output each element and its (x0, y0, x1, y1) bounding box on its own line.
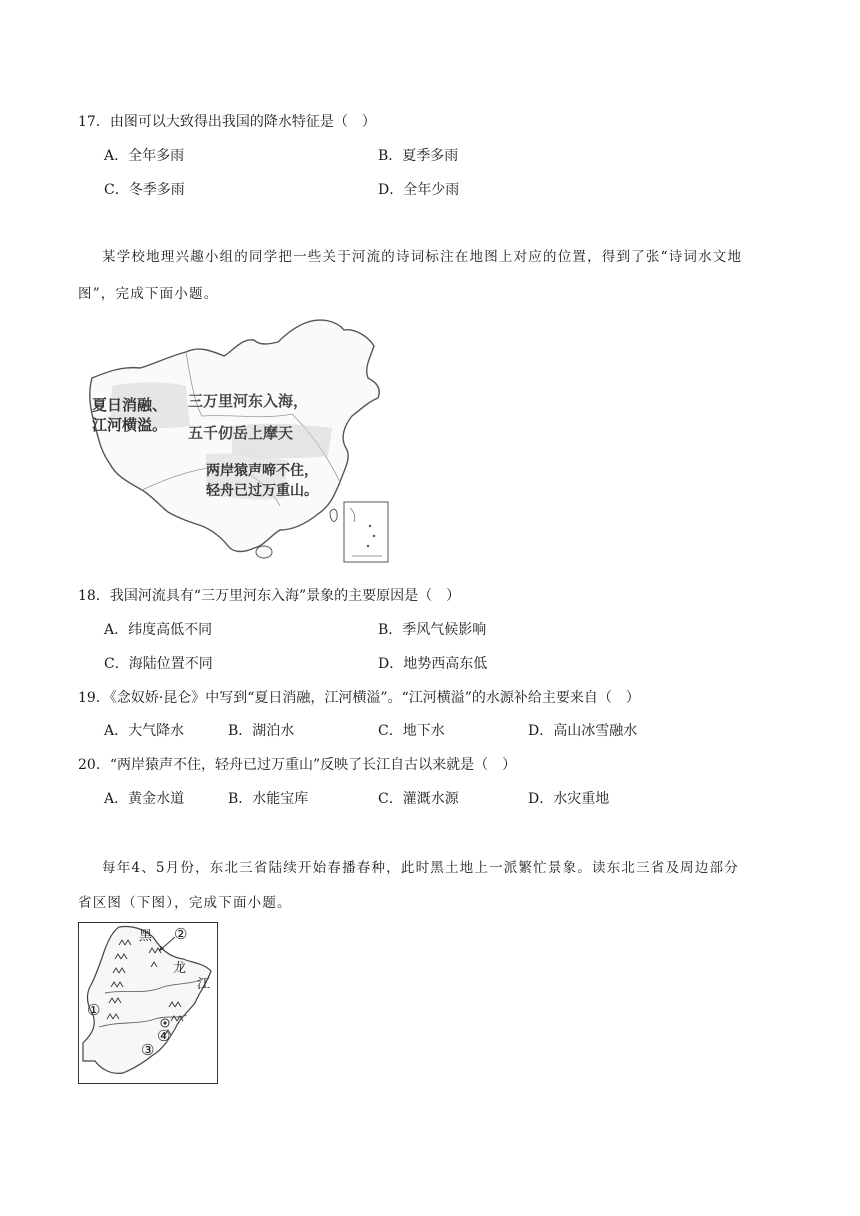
map2-label-hei: 黑 (139, 929, 153, 944)
map1-poem3-line2: 轻舟已过万重山。 (206, 483, 318, 499)
q18-option-d[interactable]: D．地势西高东低 (378, 656, 488, 672)
q19-option-b[interactable]: B．湖泊水 (228, 723, 295, 739)
map1-poem2-line2: 五千仞岳上摩天 (188, 424, 294, 442)
q20-option-d[interactable]: D．水灾重地 (528, 791, 610, 807)
q18-option-c[interactable]: C．海陆位置不同 (104, 656, 213, 672)
q17-option-b[interactable]: B．夏季多雨 (378, 148, 459, 164)
q18-option-b[interactable]: B．季风气候影响 (378, 622, 487, 638)
q20-option-c[interactable]: C．灌溉水源 (378, 791, 459, 807)
q17-option-c[interactable]: C．冬季多雨 (104, 182, 185, 198)
q19-option-d[interactable]: D．高山冰雪融水 (528, 723, 638, 739)
q19-option-c[interactable]: C．地下水 (378, 723, 445, 739)
passage1-line1: 某学校地理兴趣小组的同学把一些关于河流的诗词标注在地图上对应的位置，得到了张“诗词水文地 (102, 249, 743, 265)
map2-label-long: 龙 (173, 961, 187, 976)
q17-option-d[interactable]: D．全年少雨 (378, 182, 460, 198)
q17-stem: 17．由图可以大致得出我国的降水特征是（ ） (78, 114, 376, 130)
q19-stem: 19．《念奴娇·昆仑》中写到“夏日消融，江河横溢”。“江河横溢”的水源补给主要来自（ ） (78, 690, 640, 706)
map1-poem1-line2: 江河横溢。 (92, 416, 168, 434)
northeast-map-frame (78, 922, 218, 1084)
q17-option-a[interactable]: A．全年多雨 (104, 148, 185, 164)
south-china-sea-inset (344, 502, 388, 562)
q20-stem: 20．“两岸猿声不住，轻舟已过万重山”反映了长江自古以来就是（ ） (78, 757, 517, 773)
passage2-line2: 省区图（下图），完成下面小题。 (78, 895, 292, 911)
map2-label-3: ③ (141, 1041, 155, 1059)
passage1-line2: 图”，完成下面小题。 (78, 286, 219, 302)
q20-option-b[interactable]: B．水能宝库 (228, 791, 309, 807)
q20-option-a[interactable]: A．黄金水道 (104, 791, 185, 807)
map1-poem2-line1: 三万里河东入海， (188, 392, 309, 410)
map2-label-2: ② (174, 925, 188, 943)
q18-option-a[interactable]: A．纬度高低不同 (104, 622, 213, 638)
map2-label-jiang: 江 (197, 977, 211, 992)
map1-poem3-line1: 两岸猿声啼不住， (206, 463, 318, 479)
q18-stem: 18．我国河流具有“三万里河东入海”景象的主要原因是（ ） (78, 588, 461, 604)
map2-label-4: ④ (157, 1027, 171, 1045)
passage2-line1: 每年4、5月份，东北三省陆续开始春播春种，此时黑土地上一派繁忙景象。读东北三省及周边部分 (102, 860, 739, 876)
map2-label-1: ① (87, 1001, 101, 1019)
q19-option-a[interactable]: A．大气降水 (104, 723, 185, 739)
map1-poem1-line1: 夏日消融、 (92, 396, 168, 414)
